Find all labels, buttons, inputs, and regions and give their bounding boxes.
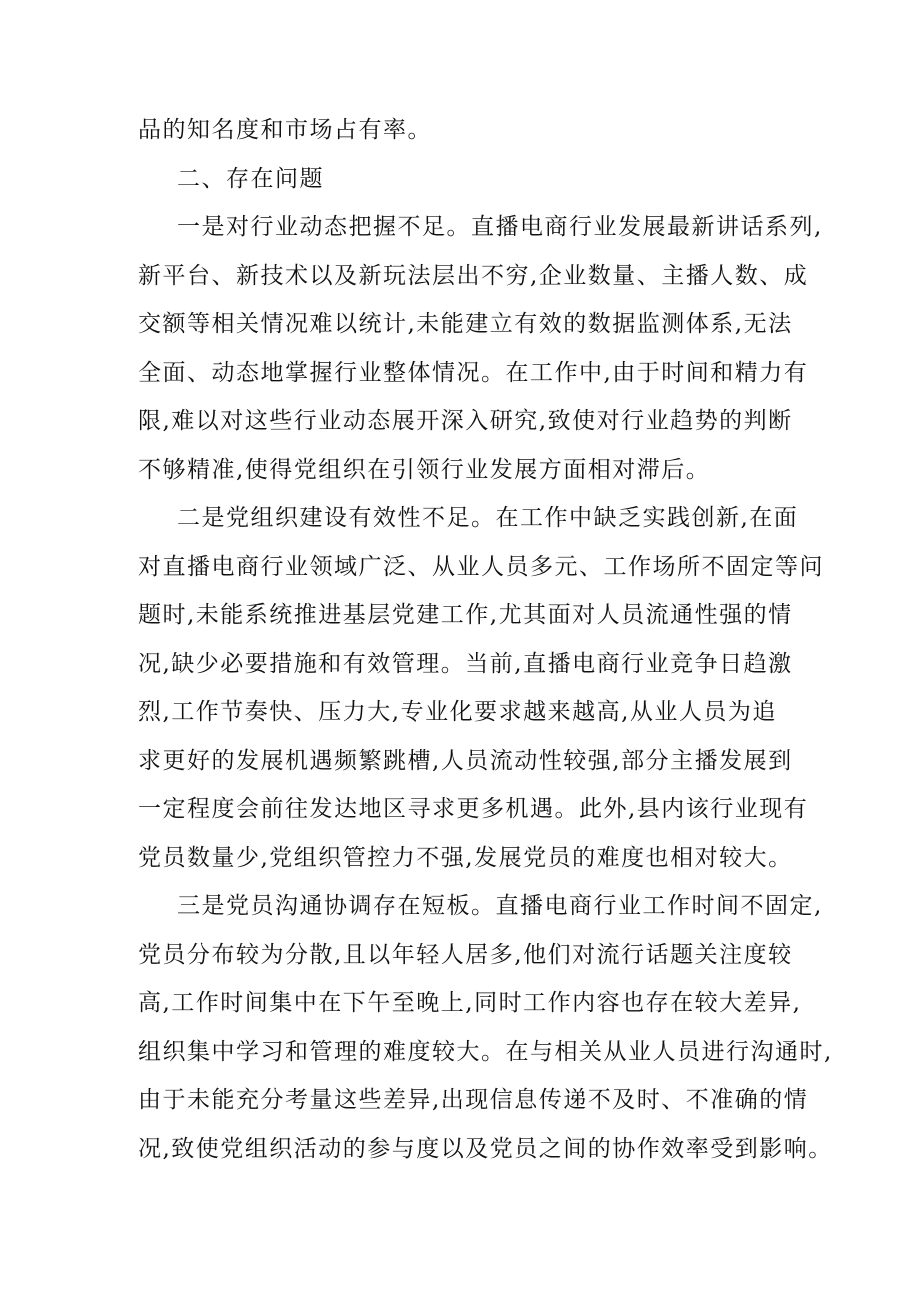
text-line: 全面、动态地掌握行业整体情况。在工作中,由于时间和精力有 (138, 360, 809, 386)
text-line: 限,难以对这些行业动态展开深入研究,致使对行业趋势的判断 (138, 408, 793, 434)
text-line: 交额等相关情况难以统计,未能建立有效的数据监测体系,无法 (138, 311, 793, 337)
text-line: 不够精准,使得党组织在引领行业发展方面相对滞后。 (138, 457, 711, 483)
text-line: 题时,未能系统推进基层党建工作,尤其面对人员流通性强的情 (138, 602, 793, 628)
text-line: 三是党员沟通协调存在短板。直播电商行业工作时间不固定, (177, 893, 823, 919)
text-line: 况,缺少必要措施和有效管理。当前,直播电商行业竞争日趋激 (138, 651, 793, 677)
text-line: 新平台、新技术以及新玩法层出不穷,企业数量、主播人数、成 (138, 263, 809, 289)
text-line: 一定程度会前往发达地区寻求更多机遇。此外,县内该行业现有 (138, 796, 809, 822)
text-line: 由于未能充分考量这些差异,出现信息传递不及时、不准确的情 (138, 1087, 809, 1113)
text-line: 二是党组织建设有效性不足。在工作中缺乏实践创新,在面 (177, 505, 799, 531)
text-line: 党员分布较为分散,且以年轻人居多,他们对流行话题关注度较 (138, 942, 793, 968)
text-line: 求更好的发展机遇频繁跳槽,人员流动性较强,部分主播发展到 (138, 748, 793, 774)
text-line: 高,工作时间集中在下午至晚上,同时工作内容也存在较大差异, (138, 990, 802, 1016)
text-line: 党员数量少,党组织管控力不强,发展党员的难度也相对较大。 (138, 845, 793, 871)
text-line: 烈,工作节奏快、压力大,专业化要求越来越高,从业人员为追 (138, 699, 777, 725)
text-line: 组织集中学习和管理的难度较大。在与相关从业人员进行沟通时, (138, 1039, 833, 1065)
text-line: 况,致使党组织活动的参与度以及党员之间的协作效率受到影响。 (138, 1136, 833, 1162)
text-line: 一是对行业动态把握不足。直播电商行业发展最新讲话系列, (177, 214, 823, 240)
text-line: 对直播电商行业领域广泛、从业人员多元、工作场所不固定等问 (138, 554, 824, 580)
section-heading: 二、存在问题 (177, 166, 324, 192)
text-line: 品的知名度和市场占有率。 (138, 117, 432, 143)
